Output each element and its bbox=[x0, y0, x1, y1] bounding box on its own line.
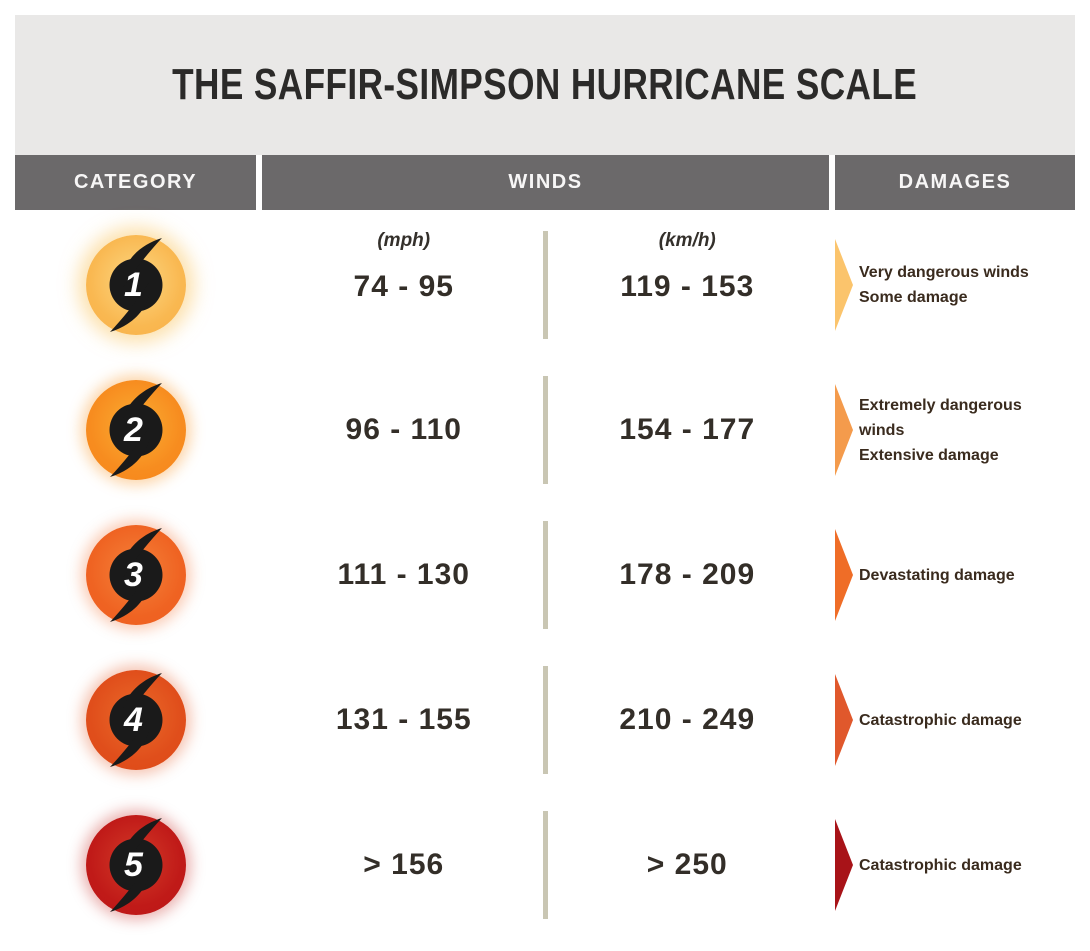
category-number: 3 bbox=[124, 556, 143, 594]
wind-speed-kmh: 210 - 249 bbox=[619, 703, 756, 736]
damage-text-line: Catastrophic damage bbox=[859, 711, 1022, 729]
winds-cell-4 bbox=[262, 650, 829, 790]
column-header-damages: DAMAGES bbox=[835, 155, 1075, 210]
winds-cell-3 bbox=[262, 505, 829, 645]
damage-text-line: Devastating damage bbox=[859, 566, 1015, 584]
winds-kmh-half bbox=[546, 795, 830, 935]
category-cell-4 bbox=[15, 650, 256, 790]
unit-label-kmh: (km/h) bbox=[658, 230, 716, 251]
hurricane-category-5-icon bbox=[86, 815, 186, 915]
arrow-right-icon bbox=[835, 529, 853, 621]
wind-speed-kmh: 119 - 153 bbox=[620, 270, 755, 303]
damages-cell-2 bbox=[835, 360, 1075, 500]
winds-kmh-half bbox=[546, 650, 830, 790]
arrow-right-icon bbox=[835, 239, 853, 331]
category-cell-5 bbox=[15, 795, 256, 935]
damage-text-line: Some damage bbox=[859, 289, 968, 306]
winds-mph-half bbox=[262, 650, 546, 790]
page-title: THE SAFFIR-SIMPSON HURRICANE SCALE bbox=[172, 60, 918, 109]
damages-cell-4 bbox=[835, 650, 1075, 790]
winds-mph-half bbox=[262, 795, 546, 935]
damage-text-line: Catastrophic damage bbox=[859, 856, 1022, 874]
wind-speed-kmh: > 250 bbox=[646, 848, 728, 881]
hurricane-category-4-icon bbox=[86, 670, 186, 770]
winds-divider bbox=[543, 521, 548, 629]
wind-speed-mph: 74 - 95 bbox=[353, 270, 454, 303]
winds-kmh-half bbox=[546, 505, 830, 645]
wind-speed-mph: 96 - 110 bbox=[345, 413, 462, 446]
winds-kmh-half bbox=[546, 215, 830, 355]
damage-text-line: Extremely dangerous winds bbox=[859, 396, 1022, 439]
column-header-category: CATEGORY bbox=[15, 155, 256, 210]
hurricane-category-3-icon bbox=[86, 525, 186, 625]
column-header-winds: WINDS bbox=[262, 155, 829, 210]
hurricane-category-2-icon bbox=[86, 380, 186, 480]
wind-speed-mph: > 156 bbox=[363, 848, 445, 881]
winds-cell-1 bbox=[262, 215, 829, 355]
title-band bbox=[15, 15, 1075, 155]
category-number: 2 bbox=[124, 411, 143, 449]
arrow-right-icon bbox=[835, 384, 853, 476]
scale-table bbox=[15, 155, 1075, 935]
winds-divider bbox=[543, 666, 548, 774]
category-cell-3 bbox=[15, 505, 256, 645]
winds-cell-2 bbox=[262, 360, 829, 500]
wind-speed-mph: 131 - 155 bbox=[335, 703, 472, 736]
winds-divider bbox=[543, 811, 548, 919]
arrow-right-icon bbox=[835, 819, 853, 911]
winds-mph-half bbox=[262, 360, 546, 500]
damages-cell-5 bbox=[835, 795, 1075, 935]
wind-speed-kmh: 178 - 209 bbox=[619, 558, 756, 591]
damages-cell-3 bbox=[835, 505, 1075, 645]
winds-mph-half bbox=[262, 215, 546, 355]
unit-label-mph: (mph) bbox=[377, 230, 431, 251]
category-number: 1 bbox=[124, 266, 143, 304]
winds-divider bbox=[543, 376, 548, 484]
winds-kmh-half bbox=[546, 360, 830, 500]
winds-cell-5 bbox=[262, 795, 829, 935]
arrow-right-icon bbox=[835, 674, 853, 766]
damage-text-line: Extensive damage bbox=[859, 446, 999, 464]
infographic-frame bbox=[15, 15, 1075, 935]
wind-speed-mph: 111 - 130 bbox=[337, 558, 470, 591]
hurricane-category-1-icon bbox=[86, 235, 186, 335]
damage-text-line: Very dangerous winds bbox=[859, 264, 1029, 281]
category-cell-2 bbox=[15, 360, 256, 500]
category-number: 5 bbox=[124, 846, 143, 884]
winds-divider bbox=[543, 231, 548, 339]
winds-mph-half bbox=[262, 505, 546, 645]
category-cell-1 bbox=[15, 215, 256, 355]
category-number: 4 bbox=[124, 701, 143, 739]
damages-cell-1 bbox=[835, 215, 1075, 355]
wind-speed-kmh: 154 - 177 bbox=[619, 413, 756, 446]
